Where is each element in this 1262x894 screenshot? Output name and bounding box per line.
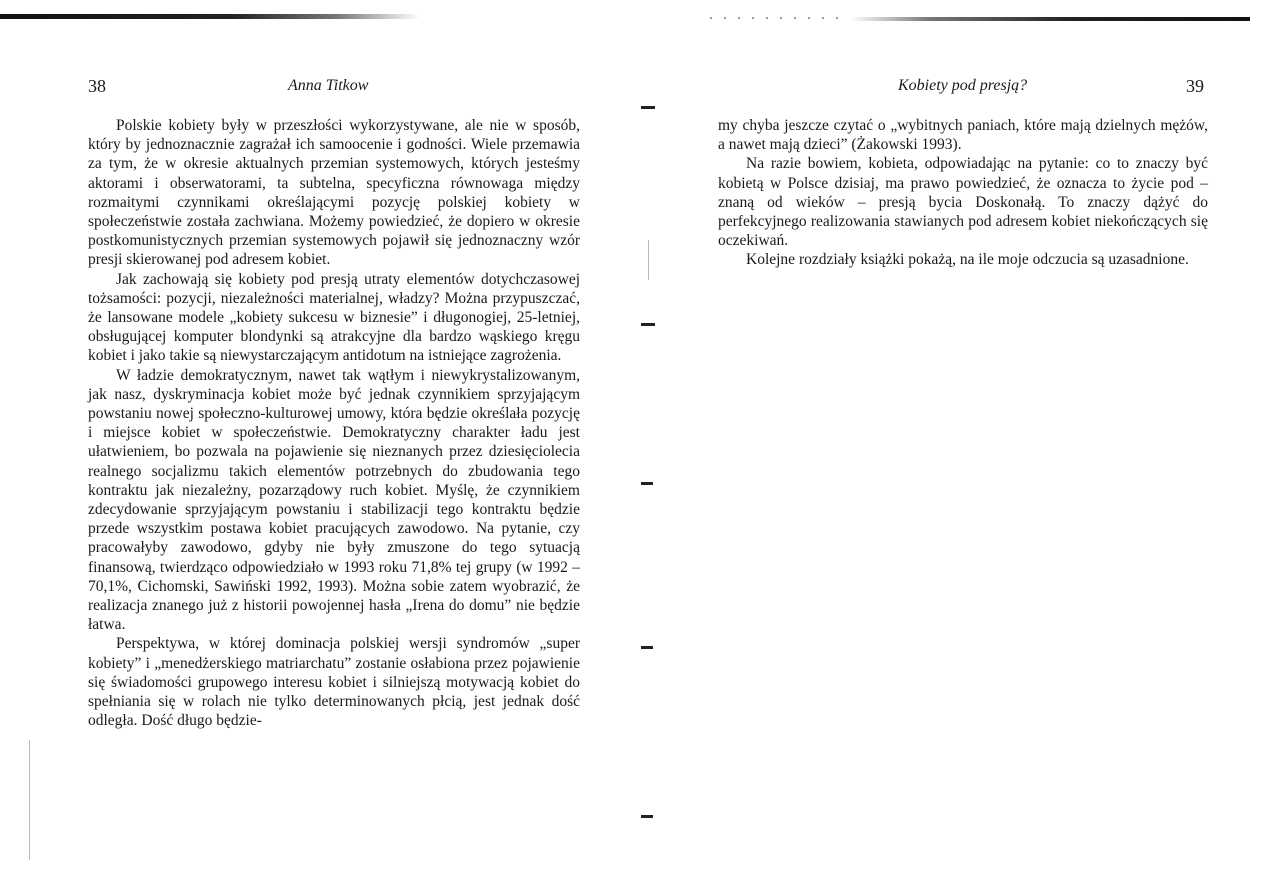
paragraph: W ładzie demokratycznym, nawet tak wątłym i niewykrystalizowanym, jak nasz, dyskryminacja kobiet może być jednak czynnikiem sprzyjającym powstaniu nowej społeczno-kulturowej umowy, która będzie określała pozycję i miejsce kobiet w społeczeństwie. Demokratyczny charakter ładu jest ułatwieniem, bo pozwala na pojawienie się nieznanych przez dziesięciolecia realnego socjalizmu takich elementów potrzebnych do zbudowania tego kontraktu jak niezależny, pozarządowy ruch kobiet. Myślę, że czynnikiem zdecydowanie sprzyjającym powstaniu i stabilizacji tego kontraktu będzie przede wszystkim postawa kobiet pracujących zawodowo. Na pytanie, czy pracowałyby zawodowo, gdyby nie były zmuszone do tego sytuacją finansową, twierdząco odpowiedziało w 1993 roku 71,8% tej grupy (w 1992 – 70,1%, Cichomski, Sawiński 1992, 1993). Można sobie zatem wyobrazić, że realizacja znanego już z historii powojennej hasła „Irena do domu” nie będzie łatwa. (88, 366, 580, 634)
gutter-mark (641, 646, 653, 649)
body-text (718, 116, 1208, 270)
gutter-mark (641, 323, 655, 326)
left-edge-line (29, 740, 30, 860)
page-number: 39 (1186, 76, 1204, 96)
paragraph: Polskie kobiety były w przeszłości wykorzystywane, ale nie w sposób, który by jednoznacznie zagrażał ich samoocenie i godności. Wiele przemawia za tym, że w okresie aktualnych przemian systemowych, których jesteśmy aktorami i obserwatorami, ta subtelna, specyficzna równowaga między rozmaitymi czynnikami określającymi pozycję polskiej kobiety w społeczeństwie została zachwiana. Możemy powiedzieć, że dopiero w okresie postkomunistycznych przemian systemowych pojawił się jednoznaczny wzór presji skierowanej pod adresem kobiet. (88, 117, 580, 269)
scan-artifact-top-left (0, 14, 420, 19)
paragraph: Jak zachowają się kobiety pod presją utraty elementów dotychczasowej tożsamości: pozycji, niezależności materialnej, władzy? Można przypuszczać, że lansowane modele „kobiety sukcesu w biznesie” i długonogiej, 25-letniej, obsługującej komputer blondynki są atrakcyjne dla bardzo wąskiego kręgu kobiet i jako takie są niewystarczającym antidotum na istniejące zagrożenia. (88, 270, 580, 365)
gutter-mark (641, 482, 653, 485)
paragraph: Perspektywa, w której dominacja polskiej wersji syndromów „super kobiety” i „menedżerskiego matriarchatu” zostanie osłabiona przez pojawienie się świadomości grupowego interesu kobiet i silniejszą motywacją kobiet do spełniania się w rolach nie tylko determinowanych płcią, jest jednak dość odległa. Dość długo będzie- (88, 635, 580, 730)
gutter-line (648, 240, 649, 280)
gutter-mark (641, 106, 655, 109)
page-number: 38 (88, 76, 106, 96)
body-text (88, 116, 580, 731)
gutter-mark (641, 815, 653, 818)
paragraph: Kolejne rozdziały książki pokażą, na ile moje odczucia są uzasadnione. (746, 251, 1189, 269)
running-head: Anna Titkow (288, 77, 369, 94)
paragraph: my chyba jeszcze czytać o „wybitnych paniach, które mają dzielnych mężów, a nawet mają dzieci” (Żakowski 1993). (718, 117, 1208, 154)
scan-artifact-dots (710, 17, 850, 19)
scan-artifact-top-right (850, 17, 1250, 21)
paragraph: Na razie bowiem, kobieta, odpowiadając na pytanie: co to znaczy być kobietą w Polsce dzisiaj, ma prawo powiedzieć, że oznacza to życie pod – znaną od wieków – presją bycia Doskonałą. To znaczy dążyć do perfekcyjnego realizowania stawianych pod adresem kobiet niekończących się oczekiwań. (718, 155, 1208, 250)
running-head: Kobiety pod presją? (898, 77, 1028, 94)
